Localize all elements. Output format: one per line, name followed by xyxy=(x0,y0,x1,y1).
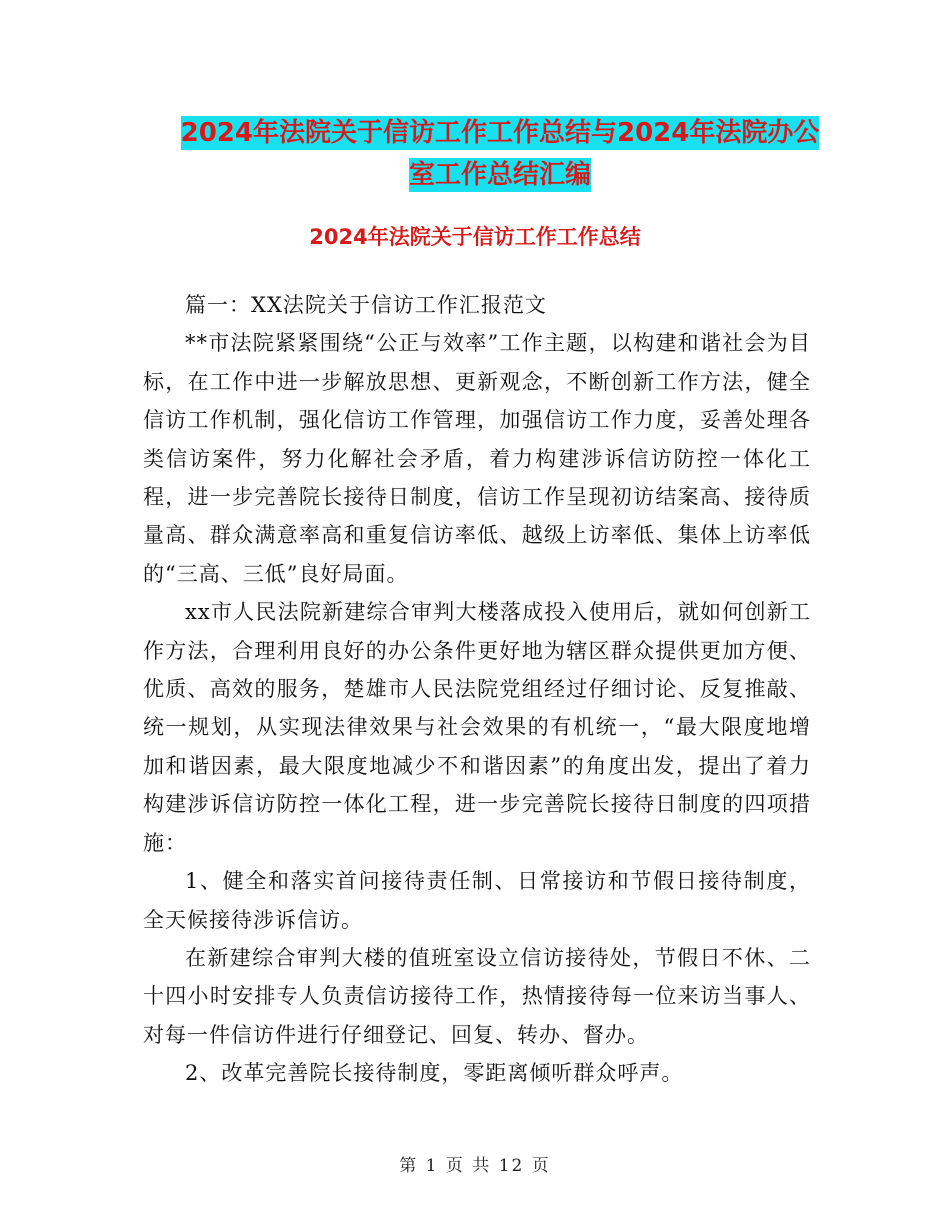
paragraph: 2、改革完善院长接待制度，零距离倾听群众呼声。 xyxy=(185,1061,684,1086)
paragraph: 在新建综合审判大楼的值班室设立信访接待处，节假日不休、二十四小时安排专人负责信访接待工作，热情接待每一位来访当事人、对每一件信访件进行仔细登记、回复、转办、督办。 xyxy=(143,945,811,1047)
document-title xyxy=(130,112,870,196)
paragraph: xx市人民法院新建综合审判大楼落成投入使用后，就如何创新工作方法，合理利用良好的办公条件更好地为辖区群众提供更加方便、优质、高效的服务，楚雄市人民法院党组经过仔细讨论、反复推敲、统一规划，从实现法律效果与社会效果的有机统一，“最大限度地增加和谐因素，最大限度地减少不和谐因素”的角度出发，提出了着力构建涉诉信访防控一体化工程，进一步完善院长接待日制度的四项措施： xyxy=(143,600,811,855)
document-body xyxy=(143,286,811,1093)
page-number-footer: 第 1 页 共 12 页 xyxy=(399,1156,551,1176)
document-title-line-1: 2024年法院关于信访工作工作总结与2024年法院办公 xyxy=(180,118,820,148)
document-title-line-2: 室工作总结汇编 xyxy=(408,160,591,190)
paragraph-subheading: 篇一：XX法院关于信访工作汇报范文 xyxy=(185,293,547,317)
paragraph: **市法院紧紧围绕“公正与效率”工作主题，以构建和谐社会为目标，在工作中进一步解放思想、更新观念，不断创新工作方法，健全信访工作机制，强化信访工作管理，加强信访工作力度，妥善处理各类信访案件，努力化解社会矛盾，着力构建涉诉信访防控一体化工程，进一步完善院长接待日制度，信访工作呈现初访结案高、接待质量高、群众满意率高和重复信访率低、越级上访率低、集体上访率低的“三高、三低”良好局面。 xyxy=(143,331,811,586)
section-title: 2024年法院关于信访工作工作总结 xyxy=(309,225,641,249)
paragraph: 1、健全和落实首问接待责任制、日常接访和节假日接待制度，全天候接待涉诉信访。 xyxy=(143,869,811,932)
